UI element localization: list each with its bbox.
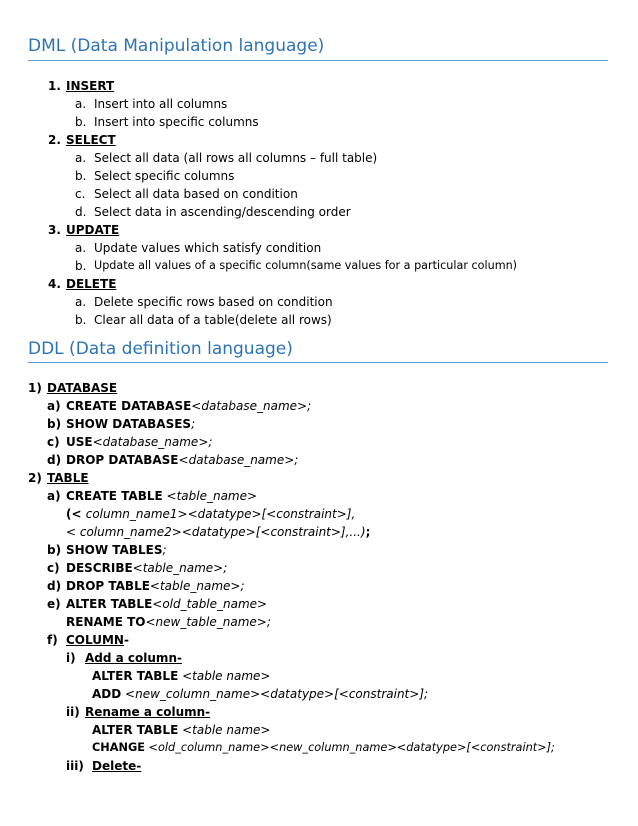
ddl-section-number: 2) (28, 471, 42, 485)
sql-argument: ; (191, 417, 196, 431)
ddl-section-title-database: DATABASE (47, 381, 118, 395)
sql-keyword: SHOW DATABASES (66, 417, 192, 431)
dml-sub-text: Clear all data of a table(delete all rows) (94, 313, 332, 327)
ddl-statement (66, 487, 257, 505)
sql-terminator: ; (365, 525, 371, 539)
dml-sub-text: Select specific columns (94, 169, 235, 183)
dml-sub-letter: b. (75, 169, 87, 183)
dml-sub-text: Update values which satisfy condition (94, 241, 322, 255)
ddl-item-letter: d) (47, 453, 62, 467)
ddl-statement-continuation (92, 739, 555, 757)
ddl-statement (66, 433, 212, 451)
sql-argument: <database_name>; (178, 453, 299, 467)
sql-keyword: CREATE DATABASE (66, 399, 192, 413)
ddl-item-letter: c) (47, 435, 60, 449)
sql-argument: <table_name>; (132, 561, 228, 575)
sql-argument: <old_table_name> (152, 597, 268, 611)
ddl-roman-numeral: i) (66, 651, 76, 665)
ddl-statement (92, 667, 270, 685)
dml-sub-text: Insert into all columns (94, 97, 228, 111)
sql-keyword: CREATE TABLE (66, 489, 163, 503)
ddl-statement (66, 541, 167, 559)
ddl-statement (66, 451, 298, 469)
dml-sub-letter: b. (75, 115, 87, 129)
dml-item-number: 3. (48, 223, 61, 237)
sql-argument: <table_name> (162, 489, 258, 503)
sql-argument: < column_name2><datatype>[<constraint>],...) (66, 525, 366, 539)
dml-item-number: 1. (48, 79, 61, 93)
ddl-statement (66, 559, 227, 577)
ddl-item-letter: a) (47, 489, 61, 503)
dml-sub-text: Update all values of a specific column(same values for a particular column) (94, 259, 518, 272)
ddl-heading: DDL (Data definition language) (28, 339, 293, 359)
dml-sub-text: Select all data based on condition (94, 187, 298, 201)
ddl-statement (66, 595, 267, 613)
dml-sub-text: Select all data (all rows all columns – full table) (94, 151, 378, 165)
sql-argument: ; (162, 543, 167, 557)
dml-sub-letter: b. (75, 259, 87, 273)
sql-argument: column_name1><datatype>[<constraint>], (85, 507, 356, 521)
sql-keyword: ADD (92, 687, 122, 701)
sql-keyword: CHANGE (92, 741, 145, 754)
sql-argument: <old_column_name><new_column_name><datatype>[<constraint>]; (144, 741, 555, 754)
dml-item-number: 2. (48, 133, 61, 147)
dml-sub-letter: c. (75, 187, 86, 201)
dml-item-title-delete: DELETE (66, 277, 117, 291)
dml-sub-letter: a. (75, 295, 87, 309)
ddl-item-letter: b) (47, 417, 62, 431)
ddl-statement (66, 397, 311, 415)
sql-argument: <table name> (178, 723, 271, 737)
sql-argument: <database_name>; (92, 435, 213, 449)
ddl-statement (66, 577, 244, 595)
dml-item-title-insert: INSERT (66, 79, 115, 93)
ddl-heading-rule (28, 362, 608, 363)
delete-column-title: Delete- (92, 759, 142, 773)
column-title: COLUMN (66, 633, 124, 647)
sql-argument: <new_column_name><datatype>[<constraint>]; (121, 687, 429, 701)
dml-sub-letter: d. (75, 205, 87, 219)
dml-sub-text: Delete specific rows based on condition (94, 295, 333, 309)
dml-item-title-update: UPDATE (66, 223, 120, 237)
sql-keyword: ALTER TABLE (66, 597, 153, 611)
sql-keyword: USE (66, 435, 93, 449)
sql-keyword: RENAME TO (66, 615, 146, 629)
dml-heading-rule (28, 60, 608, 61)
dml-sub-letter: a. (75, 97, 87, 111)
dml-sub-letter: b. (75, 313, 87, 327)
ddl-statement (66, 415, 195, 433)
dml-item-number: 4. (48, 277, 61, 291)
ddl-item-letter: a) (47, 399, 61, 413)
ddl-item-letter: f) (47, 633, 58, 647)
sql-argument: <database_name>; (191, 399, 312, 413)
add-column-title: Add a column- (85, 651, 182, 665)
ddl-item-letter: d) (47, 579, 62, 593)
ddl-subsection-title (66, 631, 129, 649)
sql-keyword: DROP DATABASE (66, 453, 179, 467)
rename-column-title: Rename a column- (85, 705, 211, 719)
ddl-section-title-table: TABLE (47, 471, 89, 485)
ddl-roman-numeral: iii) (66, 759, 84, 773)
ddl-statement-continuation (66, 505, 355, 523)
dml-sub-letter: a. (75, 151, 87, 165)
ddl-section-number: 1) (28, 381, 42, 395)
sql-argument: <new_table_name>; (145, 615, 271, 629)
sql-keyword: (< (66, 507, 86, 521)
ddl-roman-numeral: ii) (66, 705, 80, 719)
dml-sub-letter: a. (75, 241, 87, 255)
sql-argument: <table_name>; (149, 579, 245, 593)
sql-keyword: DESCRIBE (66, 561, 133, 575)
sql-keyword: SHOW TABLES (66, 543, 163, 557)
sql-argument: <table name> (178, 669, 271, 683)
column-title-suffix: - (123, 633, 129, 647)
ddl-statement (92, 721, 270, 739)
sql-keyword: ALTER TABLE (92, 723, 179, 737)
ddl-statement-continuation (92, 685, 428, 703)
sql-keyword: ALTER TABLE (92, 669, 179, 683)
ddl-statement-continuation (66, 613, 271, 631)
ddl-statement-continuation (66, 523, 370, 541)
dml-sub-text: Select data in ascending/descending order (94, 205, 351, 219)
ddl-item-letter: b) (47, 543, 62, 557)
dml-sub-text: Insert into specific columns (94, 115, 259, 129)
sql-keyword: DROP TABLE (66, 579, 150, 593)
dml-item-title-select: SELECT (66, 133, 116, 147)
ddl-item-letter: c) (47, 561, 60, 575)
ddl-item-letter: e) (47, 597, 61, 611)
dml-heading: DML (Data Manipulation language) (28, 36, 325, 56)
